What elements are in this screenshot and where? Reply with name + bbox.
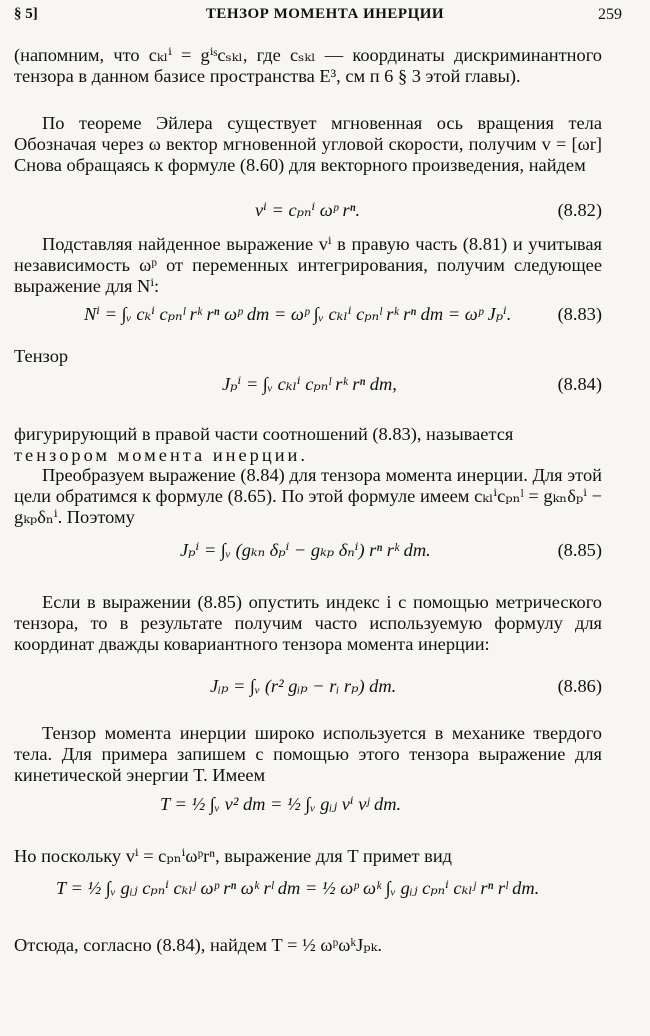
paragraph: (напомним, что cₖₗⁱ = gⁱˢcₛₖₗ, где cₛₖₗ — координаты дискриминантного тензора в данном базисе пространства E³, см п 6 § 3 этой главы).	[14, 45, 602, 86]
paragraph: Но поскольку vⁱ = cₚₙⁱωᵖrⁿ, выражение для T примет вид	[14, 846, 453, 866]
equation-formula: T = ½ ∫ᵥ v² dm = ½ ∫ᵥ gᵢⱼ vⁱ vʲ dm.	[160, 794, 402, 814]
equation-kinetic-energy-expanded	[0, 874, 650, 914]
equation-number: (8.83)	[557, 304, 602, 324]
equation-formula: Nⁱ = ∫ᵥ cₖⁱ cₚₙˡ rᵏ rⁿ ωᵖ dm = ωᵖ ∫ᵥ cₖₗⁱ cₚₙˡ rᵏ rⁿ dm = ωᵖ Jₚⁱ.	[84, 304, 512, 324]
equation-formula: Jₚⁱ = ∫ᵥ (gₖₙ δₚⁱ − gₖₚ δₙⁱ) rⁿ rᵏ dm.	[180, 540, 431, 560]
paragraph: Тензор	[14, 346, 69, 366]
equation-8-85	[0, 536, 650, 576]
section-marker: § 5]	[14, 6, 38, 22]
paragraph: Подставляя найденное выражение vⁱ в правую часть (8.81) и учитывая независимость ωᵖ от переменных интегрирования, получим следующее выражение для Nⁱ:	[14, 234, 602, 296]
paragraph: Отсюда, согласно (8.84), найдем T = ½ ωᵖωᵏJₚₖ.	[14, 935, 382, 955]
equation-8-82	[0, 196, 650, 236]
equation-formula: Jₚⁱ = ∫ᵥ cₖₗⁱ cₚₙˡ rᵏ rⁿ dm,	[222, 374, 397, 394]
equation-kinetic-energy	[0, 790, 650, 830]
page-number: 259	[598, 6, 622, 23]
equation-8-83	[0, 300, 650, 340]
term-emphasis: тензором момента инерции.	[14, 445, 308, 465]
equation-formula: vⁱ = cₚₙⁱ ωᵖ rⁿ.	[255, 200, 361, 220]
equation-formula: Jᵢₚ = ∫ᵥ (r² gᵢₚ − rᵢ rₚ) dm.	[210, 676, 397, 696]
equation-number: (8.85)	[557, 540, 602, 560]
equation-number: (8.84)	[557, 374, 602, 394]
paragraph-text: фигурирующий в правой части соотношений (8.83), называется	[14, 424, 514, 444]
paragraph: Если в выражении (8.85) опустить индекс i с помощью метрического тензора, то в результате получим часто используемую формулу для координат дважды ковариантного тензора момента инерции:	[14, 592, 602, 654]
paragraph: Преобразуем выражение (8.84) для тензора момента инерции. Для этой цели обратимся к формуле (8.65). По этой формуле имеем cₖₗⁱcₚₙˡ = gₖₙδₚⁱ − gₖₚδₙⁱ. Поэтому	[14, 465, 602, 527]
equation-number: (8.82)	[557, 200, 602, 220]
equation-formula: T = ½ ∫ᵥ gᵢⱼ cₚₙⁱ cₖₗʲ ωᵖ rⁿ ωᵏ rˡ dm = ½ ωᵖ ωᵏ ∫ᵥ gᵢⱼ cₚₙⁱ cₖₗʲ rⁿ rˡ dm.	[56, 878, 540, 898]
equation-8-86	[0, 672, 650, 712]
paragraph: Тензор момента инерции широко используется в механике твердого тела. Для примера запишем с помощью этого тензора выражение для кинетической энергии T. Имеем	[14, 723, 602, 785]
paragraph	[14, 424, 602, 466]
running-title: ТЕНЗОР МОМЕНТА ИНЕРЦИИ	[205, 6, 445, 22]
equation-number: (8.86)	[557, 676, 602, 696]
paragraph: По теореме Эйлера существует мгновенная ось вращения тела Обозначая через ω вектор мгновенной угловой скорости, получим v = [ωr] Снова обращаясь к формуле (8.60) для векторного произведения, найдем	[14, 113, 602, 175]
equation-8-84	[0, 370, 650, 410]
